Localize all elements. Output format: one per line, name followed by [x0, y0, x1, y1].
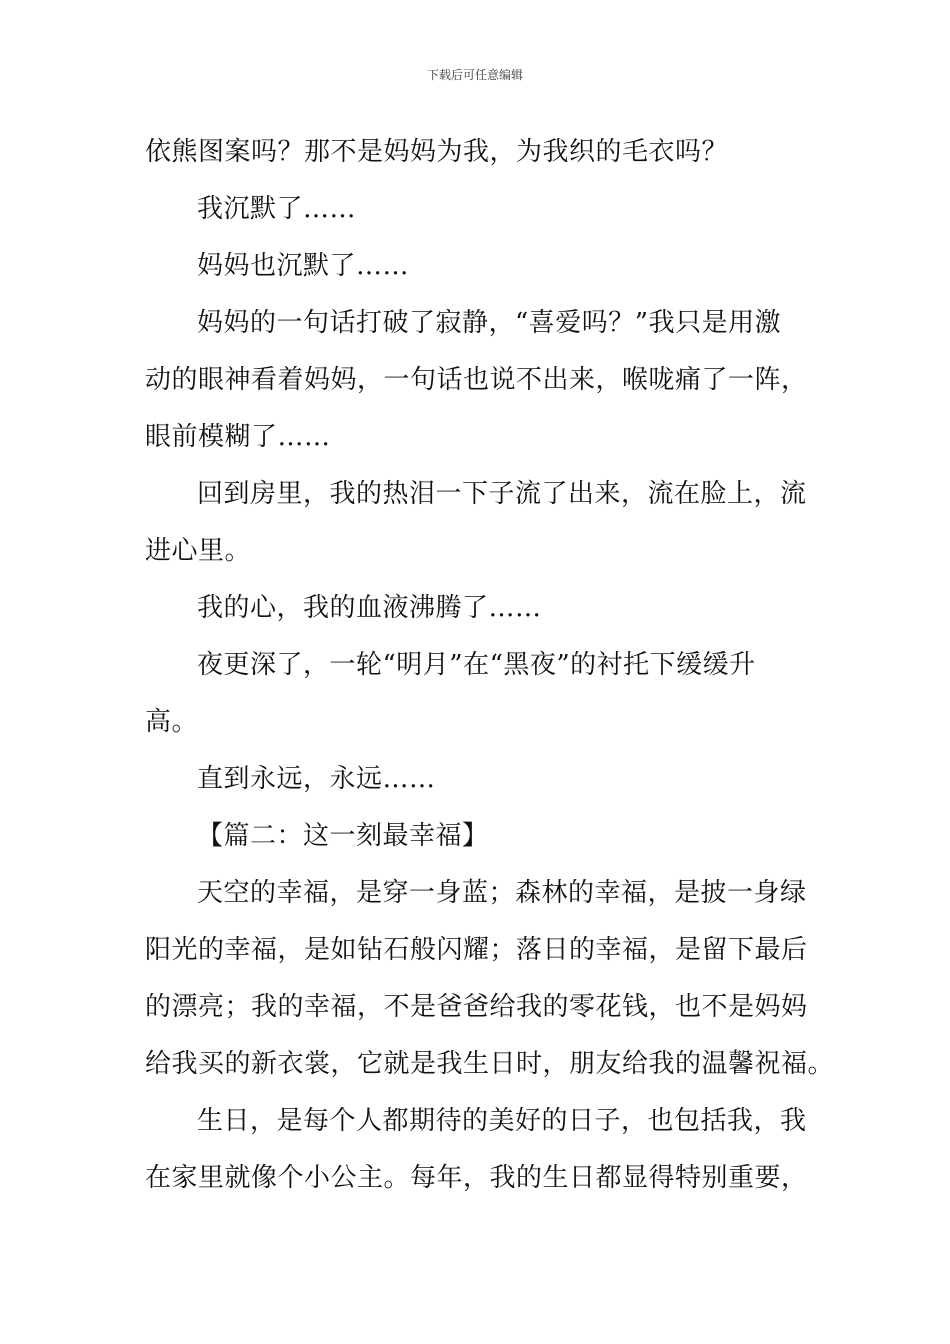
text-line: 进心里。	[145, 536, 252, 566]
text-line: 天空的幸福，是穿一身蓝；森林的幸福，是披一身绿	[197, 878, 807, 908]
text-line: 动的眼神看着妈妈，一句话也说不出来，喉咙痛了一阵，	[145, 365, 808, 395]
text-line: 我的心，我的血液沸腾了……	[197, 593, 542, 623]
page-header: 下载后可任意编辑	[426, 68, 523, 82]
text-line: 我沉默了……	[197, 194, 357, 224]
text-line: 依熊图案吗？那不是妈妈为我，为我织的毛衣吗？	[145, 137, 729, 167]
text-line: 夜更深了，一轮“明月”在“黑夜”的衬托下缓缓升	[197, 650, 756, 680]
body-text	[145, 124, 835, 1207]
text-line: 给我买的新衣裳，它就是我生日时，朋友给我的温馨祝福。	[145, 1049, 835, 1079]
text-line: 妈妈也沉默了……	[197, 251, 410, 281]
text-line: 阳光的幸福，是如钻石般闪耀；落日的幸福，是留下最后	[145, 935, 808, 965]
text-line: 直到永远，永远……	[197, 764, 436, 794]
text-line: 妈妈的一句话打破了寂静，“喜爱吗？”我只是用激	[197, 308, 782, 338]
text-line: 在家里就像个小公主。每年，我的生日都显得特别重要，	[145, 1163, 808, 1193]
text-line: 高。	[145, 707, 199, 737]
text-line: 生日，是每个人都期待的美好的日子，也包括我，我	[197, 1106, 807, 1136]
text-line: 【篇二：这一刻最幸福】	[197, 821, 489, 851]
text-line: 回到房里，我的热泪一下子流了出来，流在脸上，流	[197, 479, 807, 509]
text-line: 眼前模糊了……	[145, 422, 331, 452]
text-line: 的漂亮；我的幸福，不是爸爸给我的零花钱，也不是妈妈	[145, 992, 808, 1022]
